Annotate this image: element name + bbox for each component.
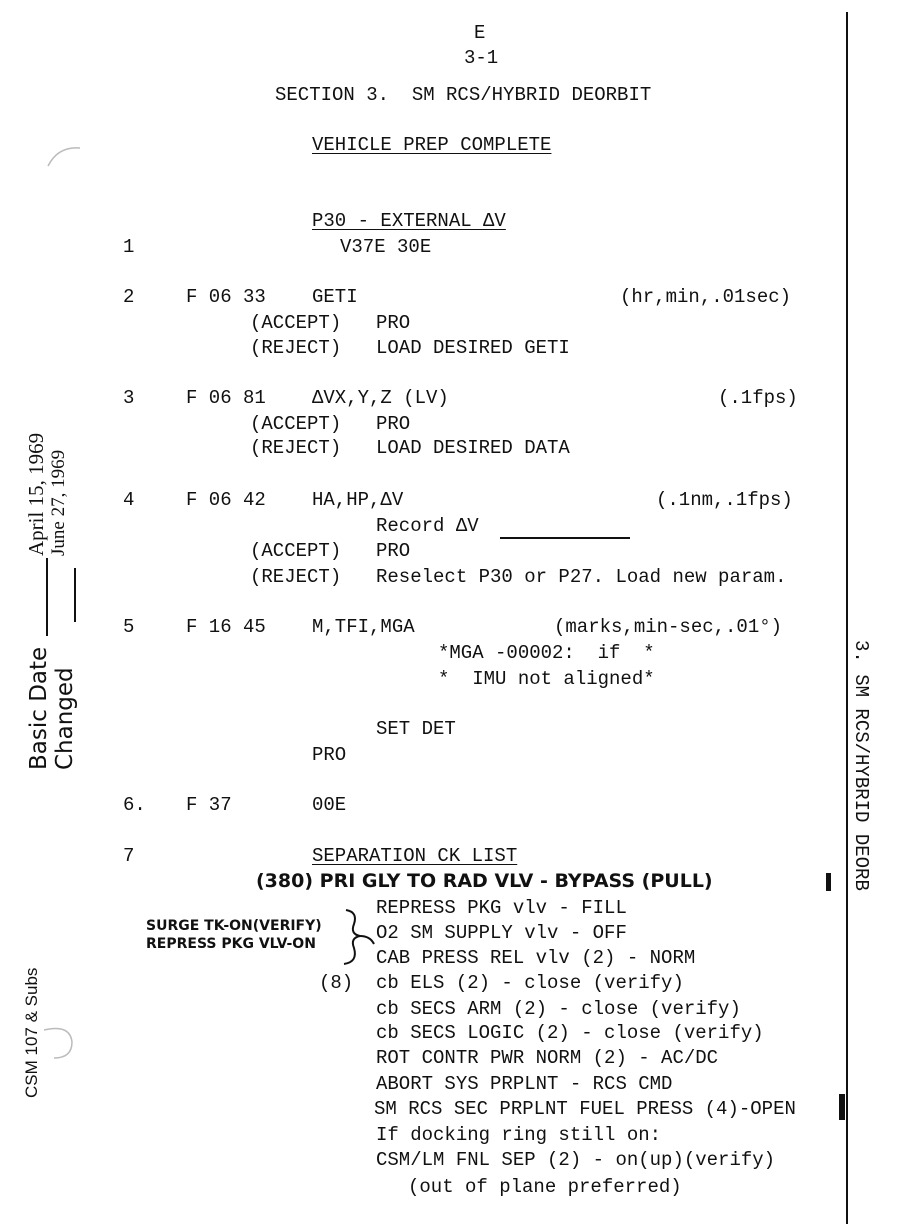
step-3-units: (.1fps) <box>718 387 798 409</box>
step-3-number: 3 <box>123 387 135 409</box>
step-4-label: HA,HP,ΔV <box>312 489 404 511</box>
page-number: 3-1 <box>464 47 499 69</box>
step-3-reject: (REJECT) <box>250 437 342 459</box>
step-6-command: 00E <box>312 794 347 816</box>
section-title: SECTION 3. SM RCS/HYBRID DEORBIT <box>275 84 652 106</box>
step-2-accept-action: PRO <box>376 312 411 334</box>
separation-checklist-title: SEPARATION CK LIST <box>312 845 518 867</box>
checklist-item: CAB PRESS REL vlv (2) - NORM <box>376 947 696 969</box>
step-2-units: (hr,min,.01sec) <box>620 286 792 308</box>
step-5-note-1: *MGA -00002: if * <box>438 642 655 664</box>
step-4-number: 4 <box>123 489 135 511</box>
date-rule <box>46 558 48 636</box>
step-4-record: Record ΔV <box>376 515 479 537</box>
checklist-item: CSM/LM FNL SEP (2) - on(up)(verify) <box>376 1149 776 1171</box>
step-2-number: 2 <box>123 286 135 308</box>
step-5-number: 5 <box>123 616 135 638</box>
side-tab-label: 3. SM RCS/HYBRID DEORB <box>850 640 872 891</box>
right-margin-rule <box>846 12 848 1224</box>
checklist-item: If docking ring still on: <box>376 1124 662 1146</box>
step-3-accept-action: PRO <box>376 413 411 435</box>
checklist-item: REPRESS PKG vlv - FILL <box>376 897 627 919</box>
binder-hole-icon <box>40 1022 80 1062</box>
checklist-item: (out of plane preferred) <box>408 1176 682 1198</box>
step-2-accept: (ACCEPT) <box>250 312 342 334</box>
step-2-label: GETI <box>312 286 358 308</box>
checklist-item: cb SECS ARM (2) - close (verify) <box>376 998 741 1020</box>
step-6-number: 6. <box>123 794 146 816</box>
step-3-accept: (ACCEPT) <box>250 413 342 435</box>
date-rule <box>74 568 76 622</box>
handwritten-glycol-note: (380) PRI GLY TO RAD VLV - BYPASS (PULL) <box>256 870 713 892</box>
step-1-command: V37E 30E <box>340 236 432 258</box>
step-3-label: ΔVX,Y,Z (LV) <box>312 387 449 409</box>
step-5-units: (marks,min-sec,.01°) <box>554 616 783 638</box>
step-2-reject-action: LOAD DESIRED GETI <box>376 337 570 359</box>
checklist-item: cb SECS LOGIC (2) - close (verify) <box>376 1022 764 1044</box>
checklist-item: O2 SM SUPPLY vlv - OFF <box>376 922 627 944</box>
checklist-count: (8) <box>319 972 354 994</box>
document-id: CSM 107 & Subs <box>22 967 41 1098</box>
p30-heading: P30 - EXTERNAL ΔV <box>312 210 506 232</box>
section-subtitle: VEHICLE PREP COMPLETE <box>312 134 552 156</box>
step-3-reject-action: LOAD DESIRED DATA <box>376 437 570 459</box>
handwritten-brace-icon <box>340 906 380 968</box>
step-4-units: (.1nm,.1fps) <box>656 489 793 511</box>
step-1-number: 1 <box>123 236 135 258</box>
changed-label: Changed <box>52 667 78 770</box>
change-bar <box>826 873 831 891</box>
step-2-code: F 06 33 <box>186 286 266 308</box>
handwritten-repress-note: REPRESS PKG VLV-ON <box>146 936 316 952</box>
step-4-accept-action: PRO <box>376 540 411 562</box>
basic-date-value: April 15, 1969 <box>24 432 48 556</box>
step-2-reject: (REJECT) <box>250 337 342 359</box>
step-5-set-det: SET DET <box>376 718 456 740</box>
handwritten-surge-tank-note: SURGE TK-ON(VERIFY) <box>146 918 322 934</box>
step-4-reject: (REJECT) <box>250 566 342 588</box>
record-blank-line <box>500 537 630 539</box>
step-5-label: M,TFI,MGA <box>312 616 415 638</box>
step-5-pro: PRO <box>312 744 347 766</box>
step-5-code: F 16 45 <box>186 616 266 638</box>
step-4-code: F 06 42 <box>186 489 266 511</box>
basic-date-label: Basic Date <box>26 646 52 770</box>
checklist-item: ABORT SYS PRPLNT - RCS CMD <box>376 1073 673 1095</box>
checklist-item: SM RCS SEC PRPLNT FUEL PRESS (4)-OPEN <box>374 1098 796 1120</box>
page-code: E <box>474 22 486 44</box>
changed-date-value: June 27, 1969 <box>48 449 69 556</box>
step-7-number: 7 <box>123 845 135 867</box>
checklist-item: cb ELS (2) - close (verify) <box>376 972 684 994</box>
binder-hole-icon <box>44 140 84 170</box>
checklist-item: ROT CONTR PWR NORM (2) - AC/DC <box>376 1047 719 1069</box>
step-3-code: F 06 81 <box>186 387 266 409</box>
step-6-code: F 37 <box>186 794 232 816</box>
step-4-accept: (ACCEPT) <box>250 540 342 562</box>
change-bar <box>839 1094 845 1120</box>
step-5-note-2: * IMU not aligned* <box>438 668 655 690</box>
step-4-reject-action: Reselect P30 or P27. Load new param. <box>376 566 787 588</box>
